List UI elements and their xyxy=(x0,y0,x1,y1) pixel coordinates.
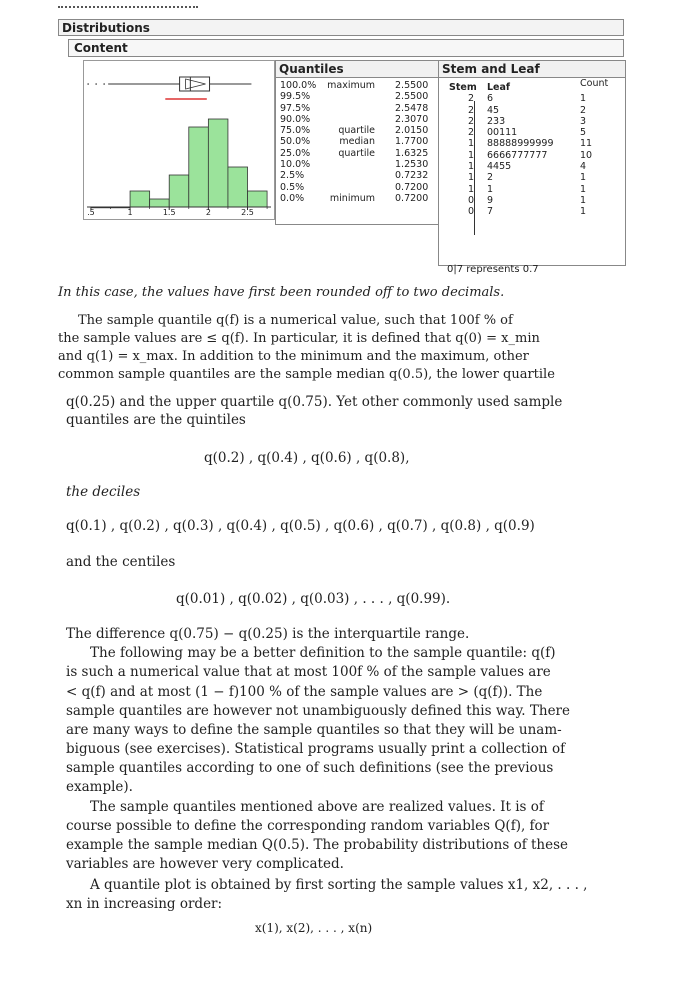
quantile-percent: 75.0% xyxy=(280,125,311,137)
paragraph-line: quantiles are the quintiles xyxy=(66,412,246,428)
order-statistics-formula: x(1), x(2), . . . , x(n) xyxy=(255,921,373,935)
paragraph-line: variables are however very complicated. xyxy=(66,856,344,872)
histogram-bar xyxy=(130,191,150,207)
quantiles-title[interactable]: Quantiles xyxy=(276,61,438,78)
stem-value: 1 xyxy=(468,149,475,161)
deciles-formula: q(0.1) , q(0.2) , q(0.3) , q(0.4) , q(0.5) , q(0.6) , q(0.7) , q(0.8) , q(0.9) xyxy=(66,518,535,534)
stem-value: 2 xyxy=(468,93,475,105)
count-value: 4 xyxy=(580,161,587,173)
quantile-percent: 25.0% xyxy=(280,147,311,159)
leaf-column-header: Leaf xyxy=(487,82,511,93)
stem-divider xyxy=(474,101,475,235)
stem-value: 1 xyxy=(468,161,475,173)
x-axis-tick-label: 2 xyxy=(205,208,211,217)
boxplot-outlier xyxy=(87,83,89,85)
quantile-percent: 90.0% xyxy=(280,113,311,125)
leaf-value: 6 xyxy=(487,93,494,105)
header-rule xyxy=(58,6,198,8)
quantile-percent: 50.0% xyxy=(280,136,311,148)
quantile-label: maximum xyxy=(327,80,375,91)
paragraph-line: sample quantiles according to one of such definitions (see the previous xyxy=(66,760,554,776)
stem-leaf-table xyxy=(438,60,626,266)
histogram-chart xyxy=(84,61,274,219)
quintiles-formula: q(0.2) , q(0.4) , q(0.6) , q(0.8), xyxy=(204,450,410,466)
count-column-header: Count xyxy=(580,78,609,89)
stem-leaf-title[interactable]: Stem and Leaf xyxy=(439,61,625,78)
caption: In this case, the values have first been rounded off to two decimals. xyxy=(58,285,505,300)
quantile-percent: 10.0% xyxy=(280,159,311,171)
centiles-label: and the centiles xyxy=(66,554,176,570)
paragraph-line: The sample quantile q(f) is a numerical value, such that 100f % of xyxy=(78,313,513,328)
count-value: 11 xyxy=(580,138,593,150)
x-axis-tick-label: 1 xyxy=(127,208,133,217)
histogram-bar xyxy=(208,119,228,207)
quantile-row xyxy=(280,103,435,114)
quantile-percent: 97.5% xyxy=(280,102,311,114)
paragraph-line: and q(1) = x_max. In addition to the minimum and the maximum, other xyxy=(58,349,529,364)
histogram-bar xyxy=(248,191,268,207)
content-header[interactable]: Content xyxy=(68,39,624,57)
quantile-row xyxy=(280,159,435,170)
quantile-label: minimum xyxy=(329,192,375,204)
quantile-value: 0.7200 xyxy=(395,192,429,204)
stem-value: 0 xyxy=(468,206,475,218)
leaf-value: 6666777777 xyxy=(487,149,548,161)
paragraph-line: the sample values are ≤ q(f). In particular, it is defined that q(0) = x_min xyxy=(58,331,540,346)
count-value: 10 xyxy=(580,149,593,161)
quantile-value: 2.5500 xyxy=(395,91,429,103)
quantile-label: quartile xyxy=(338,125,375,137)
paragraph-line: example the sample median Q(0.5). The probability distributions of these xyxy=(66,837,569,853)
stem-value: 1 xyxy=(468,172,475,184)
paragraph-line: A quantile plot is obtained by first sorting the sample values x1, x2, . . . , xyxy=(90,877,588,893)
count-value: 3 xyxy=(580,115,587,127)
count-value: 1 xyxy=(580,183,587,195)
quantile-percent: 2.5% xyxy=(280,170,305,182)
quantile-percent: 100.0% xyxy=(280,80,317,91)
paragraph-line: sample quantiles are however not unambiguously defined this way. There xyxy=(66,703,570,719)
stem-value: 2 xyxy=(468,104,475,116)
quantile-percent: 0.5% xyxy=(280,181,305,193)
boxplot-outlier xyxy=(103,83,105,85)
histogram-bar xyxy=(150,199,170,207)
leaf-value: 2 xyxy=(487,172,494,184)
histogram-bar xyxy=(169,175,189,207)
quantile-value: 1.6325 xyxy=(395,147,429,159)
quantile-row xyxy=(280,125,435,136)
histogram-bar xyxy=(228,167,248,207)
stem-value: 2 xyxy=(468,127,475,139)
stem-value: 1 xyxy=(468,138,475,150)
histogram-bar xyxy=(189,127,209,207)
quantile-row xyxy=(280,136,435,147)
stem-value: 2 xyxy=(468,115,475,127)
quantile-label: quartile xyxy=(338,147,375,159)
leaf-value: 4455 xyxy=(487,161,512,173)
quantile-row xyxy=(280,91,435,102)
paragraph-line: The following may be a better definition to the sample quantile: q(f) xyxy=(90,645,556,661)
quantile-row xyxy=(280,193,435,204)
paragraph-line: < q(f) and at most (1 − f)100 % of the sample values are > (q(f)). The xyxy=(66,684,543,700)
paragraph-line: The difference q(0.75) − q(0.25) is the interquartile range. xyxy=(66,626,470,642)
quantile-value: 1.2530 xyxy=(395,159,429,171)
x-axis-tick-label: .5 xyxy=(87,208,95,217)
quantile-value: 2.5478 xyxy=(395,102,429,114)
quantile-value: 0.7232 xyxy=(395,170,429,182)
paragraph-line: example). xyxy=(66,779,133,795)
quantile-row xyxy=(280,148,435,159)
quantile-value: 2.3070 xyxy=(395,113,429,125)
quantiles-table xyxy=(275,60,439,225)
paragraph-line: q(0.25) and the upper quartile q(0.75). Yet other commonly used sample xyxy=(66,394,563,410)
histogram-panel xyxy=(83,60,275,220)
count-value: 1 xyxy=(580,206,587,218)
leaf-value: 1 xyxy=(487,183,494,195)
x-axis-tick-label: 2.5 xyxy=(241,208,254,217)
quantile-row xyxy=(280,170,435,181)
quantile-value: 1.7700 xyxy=(395,136,429,148)
stem-value: 1 xyxy=(468,183,475,195)
paragraph-line: The sample quantiles mentioned above are realized values. It is of xyxy=(90,799,544,815)
x-axis-tick-label: 1.5 xyxy=(162,208,176,217)
deciles-label: the deciles xyxy=(66,484,141,500)
count-value: 2 xyxy=(580,104,587,116)
stem-leaf-header-row xyxy=(449,78,619,93)
count-value: 1 xyxy=(580,194,587,206)
leaf-value: 88888999999 xyxy=(487,138,554,150)
count-value: 5 xyxy=(580,127,587,139)
stem-column-header: Stem xyxy=(449,82,477,93)
distributions-header[interactable]: Distributions xyxy=(58,19,624,36)
centiles-formula: q(0.01) , q(0.02) , q(0.03) , . . . , q(0.99). xyxy=(176,591,451,607)
count-value: 1 xyxy=(580,172,587,184)
leaf-value: 9 xyxy=(487,194,494,206)
leaf-value: 7 xyxy=(487,206,494,218)
leaf-value: 00111 xyxy=(487,127,518,139)
paragraph-line: course possible to define the corresponding random variables Q(f), for xyxy=(66,818,550,834)
count-value: 1 xyxy=(580,93,587,105)
paragraph-line: common sample quantiles are the sample median q(0.5), the lower quartile xyxy=(58,367,555,382)
quantile-percent: 99.5% xyxy=(280,91,311,103)
quantile-row xyxy=(280,80,435,91)
quantile-label: median xyxy=(339,136,375,148)
leaf-value: 233 xyxy=(487,115,506,127)
paragraph-line: are many ways to define the sample quantiles so that they will be unam- xyxy=(66,722,562,738)
paragraph-line: xn in increasing order: xyxy=(66,896,223,912)
paragraph-line: biguous (see exercises). Statistical programs usually print a collection of xyxy=(66,741,566,757)
paragraph-line: is such a numerical value that at most 100f % of the sample values are xyxy=(66,664,551,680)
leaf-value: 45 xyxy=(487,104,500,116)
quantile-row xyxy=(280,182,435,193)
quantile-value: 2.5500 xyxy=(395,80,429,91)
quantile-value: 0.7200 xyxy=(395,181,429,193)
quantile-value: 2.0150 xyxy=(395,125,429,137)
boxplot-outlier xyxy=(95,83,97,85)
stem-leaf-legend: 0|7 represents 0.7 xyxy=(447,264,539,275)
stem-value: 0 xyxy=(468,194,475,206)
quantile-percent: 0.0% xyxy=(280,192,305,204)
quantile-row xyxy=(280,114,435,125)
